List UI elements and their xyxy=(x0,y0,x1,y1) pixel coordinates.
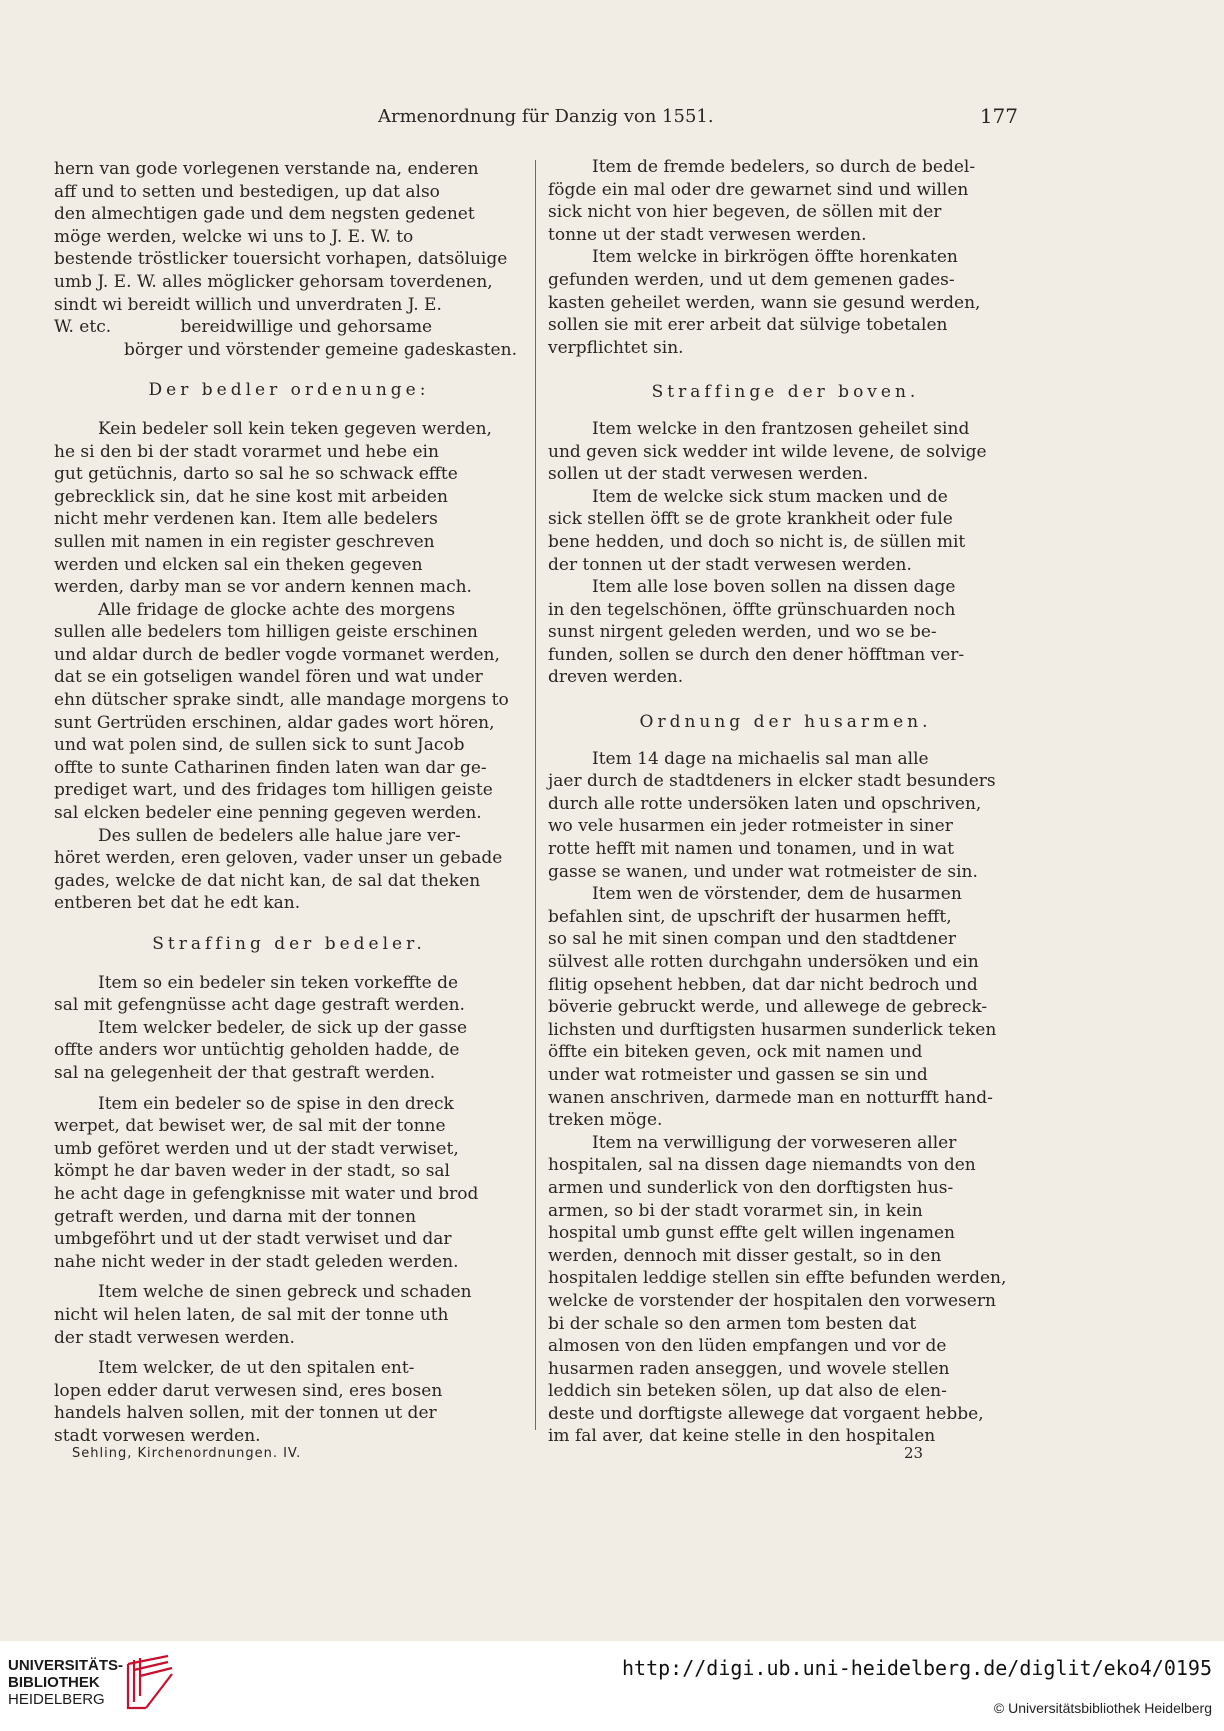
text-line: stadt vorwesen werden. xyxy=(54,1425,261,1446)
text-line: Kein bedeler soll kein teken gegeven werden, xyxy=(98,418,492,439)
text-line: sullen alle bedelers tom hilligen geiste erschinen xyxy=(54,622,478,643)
text-line: Item de fremde bedelers, so durch de bedel- xyxy=(592,157,976,177)
intro-paragraph xyxy=(54,158,524,361)
signature-mark: 23 xyxy=(904,1444,924,1462)
text-line: so sal he mit sinen compan und den stadtdener xyxy=(548,929,956,950)
running-head xyxy=(0,104,1224,132)
text-line: hospitalen, sal na dissen dage niemandts von den xyxy=(548,1155,976,1176)
text-line: flitig opsehent hebben, dat dar nicht bedroch und xyxy=(548,974,978,995)
digital-url-link[interactable]: http://digi.ub.uni-heidelberg.de/diglit/eko4/0195 xyxy=(621,1656,1212,1680)
section-heading: Ordnung der husarmen. xyxy=(639,712,932,733)
text-line: der stadt verwesen werden. xyxy=(54,1327,295,1348)
text-line: husarmen raden anseggen, und wovele stellen xyxy=(548,1358,950,1379)
logo-text-line: BIBLIOTHEK xyxy=(8,1674,100,1691)
right-column xyxy=(548,156,1023,1448)
text-line: leddich sin beteken sölen, up dat also de elen- xyxy=(548,1381,947,1402)
section-paragraph xyxy=(548,1132,1023,1448)
text-line: Item na verwilligung der vorweseren aller xyxy=(592,1132,957,1153)
logo-text-line: HEIDELBERG xyxy=(8,1691,105,1708)
signature-etc: W. etc. xyxy=(54,317,112,338)
section-paragraph xyxy=(54,599,524,825)
text-line: befahlen sint, de upschrift der husarmen hefft, xyxy=(548,906,952,927)
text-line: Item welcker bedeler, de sick up der gasse xyxy=(98,1017,468,1038)
running-title: Armenordnung für Danzig von 1551. xyxy=(378,106,714,127)
copyright-notice: © Universitätsbibliothek Heidelberg xyxy=(993,1700,1212,1716)
text-line: werpet, dat bewiset wer, de sal mit der tonne xyxy=(54,1116,446,1137)
text-line: tonne ut der stadt verwesen werden. xyxy=(548,224,867,245)
text-line: gasse se wanen, und under wat rotmeister de sin. xyxy=(548,861,978,882)
footer-source: Sehling, Kirchenordnungen. IV. xyxy=(72,1446,302,1461)
text-line: wo vele husarmen ein jeder rotmeister in siner xyxy=(548,816,953,837)
text-line: umb J. E. W. alles möglicker gehorsam toverdenen, xyxy=(54,271,493,292)
text-line: kasten geheilet werden, wann sie gesund werden, xyxy=(548,292,981,313)
section-heading: Straffing der bedeler. xyxy=(152,934,426,954)
text-line: sollen ut der stadt verwesen werden. xyxy=(548,464,869,485)
column-divider xyxy=(535,160,536,1430)
text-line: getraft werden, und darna mit der tonnen xyxy=(54,1206,417,1227)
text-line: gebrecklick sin, dat he sine kost mit arbeiden xyxy=(54,486,448,507)
text-line: lichsten und durftigsten husarmen sunderlick teken xyxy=(548,1019,997,1040)
signature-line: börger und vörstender gemeine gadeskasten. xyxy=(124,339,517,360)
text-line: handels halven sollen, mit der tonnen ut der xyxy=(54,1403,437,1424)
text-line: im fal aver, dat keine stelle in den hospitalen xyxy=(548,1426,936,1447)
section-paragraph xyxy=(54,1017,524,1085)
text-line: lopen edder darut verwesen sind, eres bosen xyxy=(54,1380,443,1401)
text-line: hospitalen leddige stellen sin effte befunden werden, xyxy=(548,1268,1007,1289)
text-line: gefunden werden, und ut dem gemenen gades- xyxy=(548,269,955,290)
text-line: sunst nirgent geleden werden, und wo se be- xyxy=(548,622,937,643)
text-line: Des sullen de bedelers alle halue jare ver- xyxy=(98,825,461,846)
text-line: dreven werden. xyxy=(548,667,684,688)
section-paragraph xyxy=(548,883,1023,1132)
text-line: den almechtigen gade und dem negsten gedenet xyxy=(54,204,475,225)
text-line: gades, welcke de dat nicht kan, de sal dat theken xyxy=(54,870,481,891)
section-paragraph xyxy=(548,418,1023,486)
text-line: Item de welcke sick stum macken und de xyxy=(592,486,948,507)
text-line: aff und to setten und bestedigen, up dat also xyxy=(54,181,440,202)
text-line: Item alle lose boven sollen na dissen dage xyxy=(592,577,956,598)
text-line: Item welche de sinen gebreck und schaden xyxy=(98,1282,472,1303)
section-paragraph xyxy=(548,576,1023,689)
text-line: sindt wi bereidt willich und unverdraten J. E. xyxy=(54,294,442,315)
section-paragraph xyxy=(54,825,524,915)
text-line: almosen von den lüden empfangen und vor de xyxy=(548,1336,947,1357)
text-line: sick stellen öfft se de grote krankheit oder fule xyxy=(548,509,953,530)
text-line: umbgeföhrt und ut der stadt verwiset und dar xyxy=(54,1229,452,1250)
section-paragraph xyxy=(54,972,524,1017)
logo-text-line: UNIVERSITÄTS- xyxy=(8,1657,124,1674)
text-line: und geven sick wedder int wilde levene, de solvige xyxy=(548,441,987,462)
text-line: sick nicht von hier begeven, de söllen mit der xyxy=(548,202,942,223)
library-emblem-icon xyxy=(120,1654,180,1714)
text-line: sal elcken bedeler eine penning gegeven werden. xyxy=(54,803,482,824)
text-line: möge werden, welcke wi uns to J. E. W. to xyxy=(54,226,414,247)
text-line: armen und sunderlick von den dorftigsten hus- xyxy=(548,1177,954,1198)
text-line: sal na gelegenheit der that gestraft werden. xyxy=(54,1062,436,1083)
text-line: Item welcker, de ut den spitalen ent- xyxy=(98,1358,415,1379)
section-paragraph xyxy=(548,748,1023,884)
text-line: funden, sollen se durch den dener höfftman ver- xyxy=(548,644,965,665)
text-line: rotte hefft mit namen und tonamen, und in wat xyxy=(548,839,954,860)
text-line: sunt Gertrüden erschinen, aldar gades wort hören, xyxy=(54,712,495,733)
text-line: Item 14 dage na michaelis sal man alle xyxy=(592,748,929,769)
text-line: bi der schale so den armen tom besten dat xyxy=(548,1313,917,1334)
text-line: fögde ein mal oder dre gewarnet sind und willen xyxy=(548,179,969,200)
text-line: nicht mehr verdenen kan. Item alle bedelers xyxy=(54,509,438,530)
left-column xyxy=(54,158,524,1447)
text-line: armen, so bi der stadt vorarmet sin, in kein xyxy=(548,1200,923,1221)
text-line: und wat polen sind, de sullen sick to sunt Jacob xyxy=(54,735,465,756)
text-line: nahe nicht weder in der stadt geleden werden. xyxy=(54,1251,459,1272)
text-line: werden, dennoch mit disser gestalt, so in den xyxy=(548,1245,942,1266)
text-line: der tonnen ut der stadt verwesen werden. xyxy=(548,554,912,575)
text-line: treken möge. xyxy=(548,1110,663,1131)
section-paragraph xyxy=(548,486,1023,576)
section-paragraph xyxy=(54,1093,524,1274)
text-line: deste und dorftigste allewege dat vorgaent hebbe, xyxy=(548,1403,984,1424)
text-line: sülvest alle rotten durchgahn undersöken und ein xyxy=(548,952,979,972)
text-line: bene hedden, und doch so nicht is, de süllen mit xyxy=(548,531,966,552)
text-line: Item welcke in birkrögen öffte horenkaten xyxy=(592,247,958,268)
text-line: he acht dage in gefengknisse mit water und brod xyxy=(54,1183,479,1204)
text-line: sollen sie mit erer arbeit dat sülvige tobetalen xyxy=(548,315,948,336)
text-line: sullen mit namen in ein register geschreven xyxy=(54,531,435,552)
section-paragraph xyxy=(54,1357,524,1447)
library-logo[interactable] xyxy=(0,1641,200,1731)
text-line: kömpt he dar baven weder in der stadt, so sal xyxy=(54,1161,450,1182)
signature-line: bereidwillige und gehorsame xyxy=(180,317,433,338)
text-line: he si den bi der stadt vorarmet und hebe ein xyxy=(54,441,439,462)
text-line: welcke de vorstender der hospitalen den vorwesern xyxy=(548,1290,996,1311)
text-line: Item wen de vörstender, dem de husarmen xyxy=(592,884,962,905)
text-line: Item ein bedeler so de spise in den dreck xyxy=(98,1093,454,1114)
text-line: durch alle rotte undersöken laten und opschriven, xyxy=(548,793,982,814)
text-line: sal mit gefengnüsse acht dage gestraft werden. xyxy=(54,995,465,1016)
text-line: dat se ein gotseligen wandel fören und wat under xyxy=(54,667,483,688)
section-paragraph xyxy=(548,246,1023,359)
text-line: Item welcke in den frantzosen geheilet sind xyxy=(592,418,970,439)
text-line: hern van gode vorlegenen verstande na, enderen xyxy=(54,159,479,179)
section-paragraph xyxy=(54,418,524,599)
text-line: prediget wart, und des fridages tom hilligen geiste xyxy=(54,780,493,801)
text-line: öffte ein biteken geven, ock mit namen und xyxy=(548,1042,923,1063)
text-line: böverie gebruckt werde, und allewege de gebreck- xyxy=(548,997,988,1018)
section-paragraph xyxy=(54,1281,524,1349)
page-number: 177 xyxy=(979,104,1018,128)
text-line: under wat rotmeister und gassen se sin und xyxy=(548,1064,928,1085)
text-line: bestende tröstlicker touersicht vorhapen, datsöluige xyxy=(54,249,508,270)
text-line: jaer durch de stadtdeners in elcker stadt besunders xyxy=(548,771,996,792)
text-line: Alle fridage de glocke achte des morgens xyxy=(98,599,456,620)
text-line: gut getüchnis, darto so sal he so schwack effte xyxy=(54,464,458,485)
text-line: wanen anschriven, darmede man en notturfft hand- xyxy=(548,1087,993,1108)
text-line: hospital umb gunst effte gelt willen ingenamen xyxy=(548,1223,955,1244)
text-line: offte to sunte Catharinen finden laten wan dar ge- xyxy=(54,757,487,778)
text-line: in den tegelschönen, öffte grünschuarden noch xyxy=(548,599,956,620)
signature-block xyxy=(54,316,524,339)
section-heading: Straffinge der boven. xyxy=(651,382,920,403)
text-line: ehn dütscher sprake sindt, alle mandage morgens to xyxy=(54,690,509,711)
text-line: Item so ein bedeler sin teken vorkeffte de xyxy=(98,972,459,993)
text-line: umb geföret werden und ut der stadt verwiset, xyxy=(54,1138,459,1159)
text-line: offte anders wor untüchtig geholden hadde, de xyxy=(54,1040,460,1061)
text-line: und aldar durch de bedler vogde vormanet werden, xyxy=(54,644,500,665)
text-line: nicht wil helen laten, de sal mit der tonne uth xyxy=(54,1304,449,1325)
section-heading: Der bedler ordenunge: xyxy=(148,380,430,401)
text-line: höret werden, eren geloven, vader unser un gebade xyxy=(54,848,503,869)
text-line: entberen bet dat he edt kan. xyxy=(54,893,301,914)
text-line: werden und elcken sal ein theken gegeven xyxy=(54,554,423,575)
text-line: verpflichtet sin. xyxy=(548,337,684,358)
text-line: werden, darby man se vor andern kennen mach. xyxy=(54,577,472,598)
section-paragraph xyxy=(548,156,1023,246)
